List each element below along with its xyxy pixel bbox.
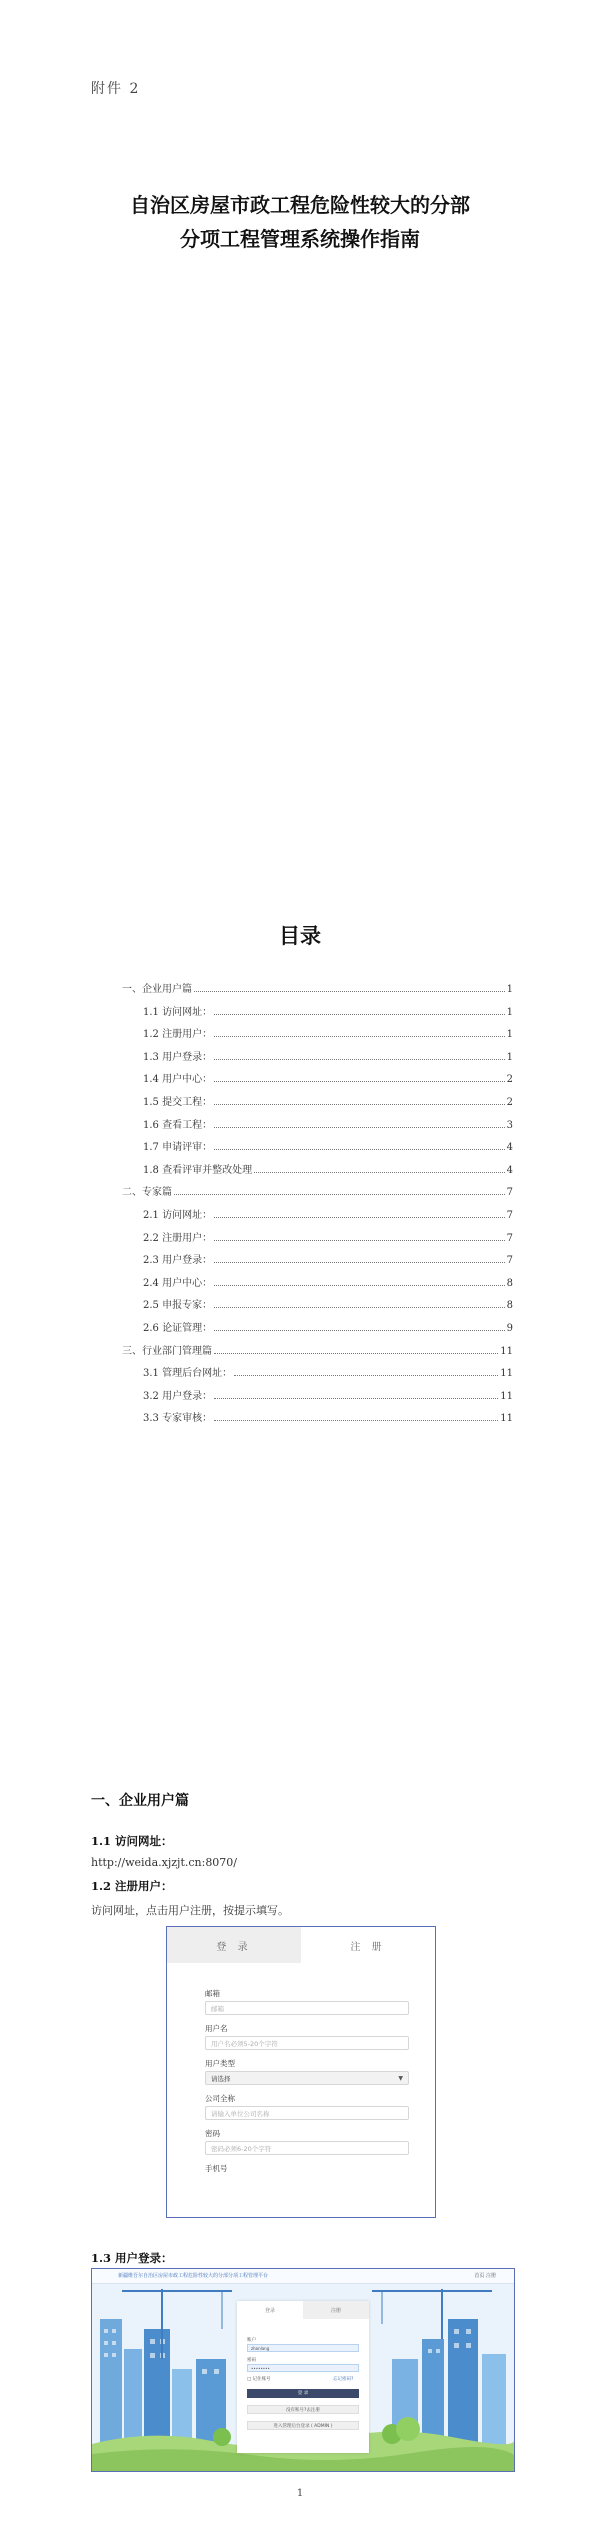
toc-entry[interactable] <box>143 1048 513 1062</box>
page-number: 1 <box>296 2488 304 2499</box>
toc-entry[interactable] <box>143 1003 513 1017</box>
toc-leader-dots <box>214 1240 505 1241</box>
toc-entry-page: 9 <box>506 1323 513 1334</box>
password-field[interactable]: •••••••• <box>247 2364 359 2372</box>
password-label: 密码 <box>205 2129 220 2138</box>
toc-leader-dots <box>214 1330 505 1331</box>
toc-entry-page: 7 <box>506 1255 513 1267</box>
annex-label: 附件 2 <box>91 81 141 97</box>
toc-entry[interactable] <box>143 1229 513 1243</box>
toc-entry[interactable] <box>143 1296 513 1310</box>
toc-leader-dots <box>214 1014 505 1015</box>
section-heading: 一、企业用户篇 <box>91 1793 189 1809</box>
toc-leader-dots <box>214 1398 498 1399</box>
toc-entry[interactable] <box>143 1138 513 1152</box>
usertype-select[interactable] <box>205 2071 409 2085</box>
toc-entry[interactable] <box>143 1161 513 1175</box>
email-label: 邮箱 <box>205 1989 220 1998</box>
toc-entry-page: 11 <box>500 1413 513 1425</box>
remember-checkbox[interactable]: □ 记住账号 <box>247 2377 271 2382</box>
toc-entry[interactable] <box>122 1183 513 1197</box>
account-label: 账户 <box>247 2338 256 2343</box>
toc-heading: 目录 <box>279 923 321 948</box>
login-card <box>237 2301 369 2453</box>
toc-entry[interactable] <box>143 1274 513 1288</box>
toc-entry[interactable] <box>143 1070 513 1084</box>
tab-login[interactable]: 登 录 <box>167 1927 301 1963</box>
subheading-login: 1.3 用户登录： <box>91 2251 173 2265</box>
toc-entry-page: 3 <box>506 1119 513 1131</box>
usertype-value: 请选择 <box>211 2075 231 2083</box>
toc-entry-label: 2.6 论证管理： <box>143 1323 213 1334</box>
toc-entry-page: 7 <box>506 1187 513 1199</box>
toc-entry-page: 11 <box>500 1345 513 1357</box>
toc-leader-dots <box>214 1285 505 1286</box>
toc-leader-dots <box>214 1217 505 1218</box>
toc-entry-label: 1.7 申请评审： <box>143 1142 213 1154</box>
toc-entry[interactable] <box>143 1409 513 1423</box>
toc-leader-dots <box>214 1353 498 1354</box>
admin-login-button[interactable]: 进入管理后台登录 ( ADMIN ) <box>247 2421 359 2430</box>
account-field[interactable]: zhanlang <box>247 2344 359 2352</box>
toc-entry-page: 2 <box>506 1097 513 1108</box>
site-nav[interactable]: 首页 注册 <box>474 2273 496 2279</box>
toc-entry-label: 三、行业部门管理篇 <box>122 1345 212 1357</box>
toc-entry-label: 1.3 用户登录： <box>143 1051 213 1063</box>
toc-leader-dots <box>254 1172 505 1173</box>
toc-entry-label: 二、专家篇 <box>122 1187 172 1199</box>
toc-leader-dots <box>214 1081 505 1082</box>
toc-entry[interactable] <box>143 1206 513 1220</box>
toc-entry-label: 2.2 注册用户： <box>143 1232 213 1244</box>
register-instruction: 访问网址，点击用户注册，按提示填写。 <box>91 1904 289 1917</box>
toc-leader-dots <box>174 1194 505 1195</box>
usertype-label: 用户类型 <box>205 2059 235 2068</box>
tab-register[interactable]: 注册 <box>303 2301 369 2319</box>
toc-entry-page: 4 <box>506 1142 513 1154</box>
toc-entry-page: 8 <box>506 1277 513 1289</box>
toc-entry-label: 3.2 用户登录： <box>143 1390 213 1402</box>
toc-entry[interactable] <box>143 1116 513 1130</box>
toc-entry-label: 1.1 访问网址： <box>143 1006 213 1018</box>
toc-entry[interactable] <box>143 1387 513 1401</box>
toc-entry[interactable] <box>122 980 513 994</box>
toc-leader-dots <box>214 1036 505 1037</box>
toc-leader-dots <box>214 1262 505 1263</box>
toc-entry-label: 1.5 提交工程： <box>143 1097 213 1108</box>
access-url-link[interactable]: http://weida.xjzjt.cn:8070/ <box>91 1856 238 1869</box>
company-label: 公司全称 <box>205 2094 235 2103</box>
password-label: 密码 <box>247 2358 256 2363</box>
toc-entry-label: 2.3 用户登录： <box>143 1255 213 1267</box>
toc-leader-dots <box>214 1127 505 1128</box>
tab-register[interactable]: 注 册 <box>301 1927 435 1963</box>
toc-entry[interactable] <box>122 1342 513 1356</box>
toc-entry-label: 一、企业用户篇 <box>122 984 192 995</box>
password-field[interactable]: 密码必须6-20个字符 <box>205 2141 409 2155</box>
toc-leader-dots <box>234 1375 498 1376</box>
toc-entry-page: 2 <box>506 1074 513 1086</box>
forgot-password-link[interactable]: 忘记密码? <box>333 2377 354 2382</box>
company-field[interactable]: 请输入单位公司名称 <box>205 2106 409 2120</box>
toc-leader-dots <box>214 1149 505 1150</box>
toc-entry[interactable] <box>143 1251 513 1265</box>
document-title-line-1: 自治区房屋市政工程危险性较大的分部 <box>130 193 470 217</box>
phone-label: 手机号 <box>205 2164 228 2173</box>
toc-entry-label: 2.4 用户中心： <box>143 1277 213 1289</box>
toc-entry-page: 1 <box>506 1029 513 1041</box>
toc-leader-dots <box>214 1420 498 1421</box>
toc-entry-label: 3.1 管理后台网址： <box>143 1368 233 1380</box>
toc-leader-dots <box>214 1059 505 1060</box>
toc-entry[interactable] <box>143 1093 513 1107</box>
toc-entry-page: 4 <box>506 1164 513 1176</box>
toc-entry-label: 1.6 查看工程： <box>143 1119 213 1131</box>
toc-entry-page: 1 <box>506 1006 513 1018</box>
toc-entry-label: 1.2 注册用户： <box>143 1029 213 1041</box>
toc-entry[interactable] <box>143 1364 513 1378</box>
toc-entry-page: 1 <box>506 1051 513 1063</box>
toc-entry-page: 7 <box>506 1210 513 1221</box>
toc-leader-dots <box>214 1307 505 1308</box>
subheading-access-url: 1.1 访问网址： <box>91 1834 173 1848</box>
toc-entry-label: 2.5 申报专家： <box>143 1300 213 1312</box>
document-title-line-2: 分项工程管理系统操作指南 <box>180 227 420 251</box>
site-title: 新疆维吾尔自治区房屋市政工程危险性较大的分部分项工程管理平台 <box>118 2273 269 2279</box>
username-field[interactable]: 用户名必须5-20个字符 <box>205 2036 409 2050</box>
toc-entry-page: 7 <box>506 1232 513 1244</box>
login-button[interactable]: 登 录 <box>247 2389 359 2398</box>
site-header <box>92 2269 514 2284</box>
toc-entry-page: 1 <box>506 984 513 995</box>
toc-entry-page: 11 <box>500 1390 513 1402</box>
toc-entry-page: 11 <box>500 1368 513 1380</box>
tab-login[interactable]: 登录 <box>237 2301 303 2319</box>
toc-leader-dots <box>214 1104 505 1105</box>
email-field[interactable]: 邮箱 <box>205 2001 409 2015</box>
register-form-screenshot <box>166 1926 436 2218</box>
toc-entry[interactable] <box>143 1025 513 1039</box>
toc-entry-label: 2.1 访问网址： <box>143 1210 213 1221</box>
toc-entry-label: 3.3 专家审核： <box>143 1413 213 1425</box>
toc-entry-label: 1.8 查看评审并整改处理 <box>143 1164 253 1176</box>
chevron-down-icon: ▼ <box>398 2075 403 2082</box>
go-register-button[interactable]: 没有账号?去注册 <box>247 2405 359 2414</box>
subheading-register: 1.2 注册用户： <box>91 1879 173 1893</box>
login-screenshot <box>91 2268 515 2472</box>
toc-entry-page: 8 <box>506 1300 513 1312</box>
toc-leader-dots <box>194 991 505 992</box>
username-label: 用户名 <box>205 2024 228 2033</box>
toc-entry[interactable] <box>143 1319 513 1333</box>
toc-entry-label: 1.4 用户中心： <box>143 1074 213 1086</box>
